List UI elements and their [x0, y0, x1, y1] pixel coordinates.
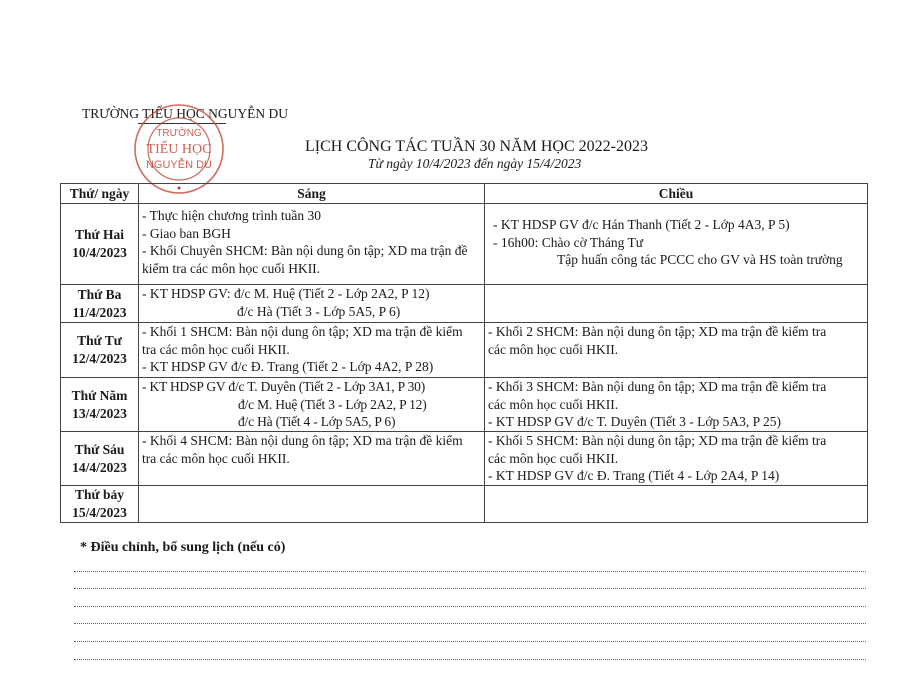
- task-line: - 16h00: Chào cờ Tháng Tư: [493, 234, 644, 250]
- morning-cell: [139, 323, 485, 378]
- blank-dotted-line: [74, 588, 866, 589]
- task-line: đ/c Hà (Tiết 4 - Lớp 5A5, P 6): [238, 414, 396, 429]
- day-date: 15/4/2023: [72, 505, 127, 520]
- table-row: [61, 378, 868, 432]
- day-name: Thứ bảy: [75, 487, 124, 502]
- day-name: Thứ Tư: [77, 333, 122, 348]
- task-line: - Khối 1 SHCM: Bàn nội dung ôn tập; XD ma trận đề kiểm: [142, 324, 463, 339]
- day-date: 14/4/2023: [72, 459, 127, 475]
- svg-text:NGUYỄN DU: NGUYỄN DU: [145, 159, 213, 171]
- blank-dotted-line: [74, 606, 866, 607]
- table-row: [61, 285, 868, 323]
- afternoon-cell: [485, 486, 868, 523]
- column-header-afternoon: Chiều: [485, 184, 868, 204]
- task-line: các môn học cuối HKII.: [488, 396, 619, 412]
- column-header-morning: Sáng: [139, 184, 485, 204]
- day-date: 10/4/2023: [72, 245, 127, 260]
- task-line: đ/c Hà (Tiết 3 - Lớp 5A5, P 6): [237, 303, 401, 319]
- day-cell: [61, 378, 139, 432]
- morning-cell: [139, 378, 485, 432]
- day-name: Thứ Ba: [77, 286, 122, 302]
- afternoon-cell: [485, 432, 868, 486]
- task-line: - Khối Chuyên SHCM: Bàn nội dung ôn tập; XD ma trận đề: [142, 243, 468, 258]
- task-line: tra các môn học cuối HKII.: [142, 450, 290, 466]
- blank-dotted-line: [74, 571, 866, 572]
- page-title: LỊCH CÔNG TÁC TUẦN 30 NĂM HỌC 2022-2023: [305, 138, 648, 155]
- day-cell: [61, 323, 139, 378]
- task-line: - KT HDSP GV: đ/c M. Huệ (Tiết 2 - Lớp 2A2, P 12): [142, 286, 430, 301]
- task-line: đ/c M. Huệ (Tiết 3 - Lớp 2A2, P 12): [238, 396, 427, 412]
- afternoon-cell: [485, 285, 868, 323]
- blank-dotted-line: [74, 623, 866, 624]
- date-range: Từ ngày 10/4/2023 đến ngày 15/4/2023: [368, 156, 582, 171]
- task-line: các môn học cuối HKII.: [488, 341, 619, 357]
- day-date: 12/4/2023: [72, 351, 127, 366]
- table-row: [61, 486, 868, 523]
- svg-text:TRƯỜNG: TRƯỜNG: [156, 128, 202, 139]
- task-line: - KT HDSP GV đ/c T. Duyên (Tiết 3 - Lớp 5A3, P 25): [488, 414, 782, 429]
- school-seal: [133, 103, 225, 195]
- day-name: Thứ Năm: [71, 387, 128, 403]
- day-date: 11/4/2023: [72, 304, 127, 320]
- day-cell: [61, 204, 139, 285]
- task-line: - Khối 3 SHCM: Bàn nội dung ôn tập; XD ma trận đề kiểm tra: [488, 379, 827, 394]
- day-cell: [61, 486, 139, 523]
- blank-dotted-line: [74, 641, 866, 642]
- afternoon-cell: [485, 378, 868, 432]
- table-row: [61, 323, 868, 378]
- morning-cell: [139, 204, 485, 285]
- schedule-table: [60, 183, 868, 523]
- afternoon-cell: [485, 204, 868, 285]
- task-line: - KT HDSP GV đ/c T. Duyên (Tiết 2 - Lớp 3A1, P 30): [142, 379, 426, 394]
- day-date: 13/4/2023: [72, 405, 127, 421]
- column-header-day: Thứ/ ngày: [61, 184, 139, 204]
- task-line: các môn học cuối HKII.: [488, 450, 619, 466]
- task-line: tra các môn học cuối HKII.: [142, 341, 290, 357]
- task-line: - Khối 5 SHCM: Bàn nội dung ôn tập; XD ma trận đề kiểm tra: [488, 433, 827, 448]
- task-line: Tập huấn công tác PCCC cho GV và HS toàn trường: [557, 252, 843, 267]
- task-line: - KT HDSP GV đ/c Đ. Trang (Tiết 4 - Lớp 2A4, P 14): [488, 468, 780, 483]
- task-line: - Khối 2 SHCM: Bàn nội dung ôn tập; XD ma trận đề kiểm tra: [488, 324, 827, 339]
- table-row: [61, 432, 868, 486]
- morning-cell: [139, 486, 485, 523]
- blank-dotted-line: [74, 659, 866, 660]
- task-line: - KT HDSP GV đ/c Đ. Trang (Tiết 2 - Lớp 4A2, P 28): [142, 359, 434, 374]
- school-name: TRƯỜNG TIỂU HỌC NGUYỄN DU: [82, 106, 288, 121]
- day-cell: [61, 285, 139, 323]
- task-line: kiểm tra các môn học cuối HKII.: [142, 260, 321, 276]
- day-cell: [61, 432, 139, 486]
- table-header-row: [61, 184, 868, 204]
- svg-text:TIỂU HỌC: TIỂU HỌC: [146, 142, 212, 157]
- day-name: Thứ Hai: [75, 227, 124, 242]
- task-line: - Khối 4 SHCM: Bàn nội dung ôn tập; XD ma trận đề kiểm: [142, 433, 463, 448]
- task-line: - Giao ban BGH: [142, 225, 231, 241]
- task-line: - Thực hiện chương trình tuần 30: [142, 208, 321, 223]
- morning-cell: [139, 285, 485, 323]
- adjustment-note-heading: * Điều chỉnh, bổ sung lịch (nếu có): [80, 540, 286, 555]
- table-row: [61, 204, 868, 285]
- day-name: Thứ Sáu: [74, 441, 125, 457]
- morning-cell: [139, 432, 485, 486]
- task-line: - KT HDSP GV đ/c Hán Thanh (Tiết 2 - Lớp 4A3, P 5): [493, 217, 790, 232]
- afternoon-cell: [485, 323, 868, 378]
